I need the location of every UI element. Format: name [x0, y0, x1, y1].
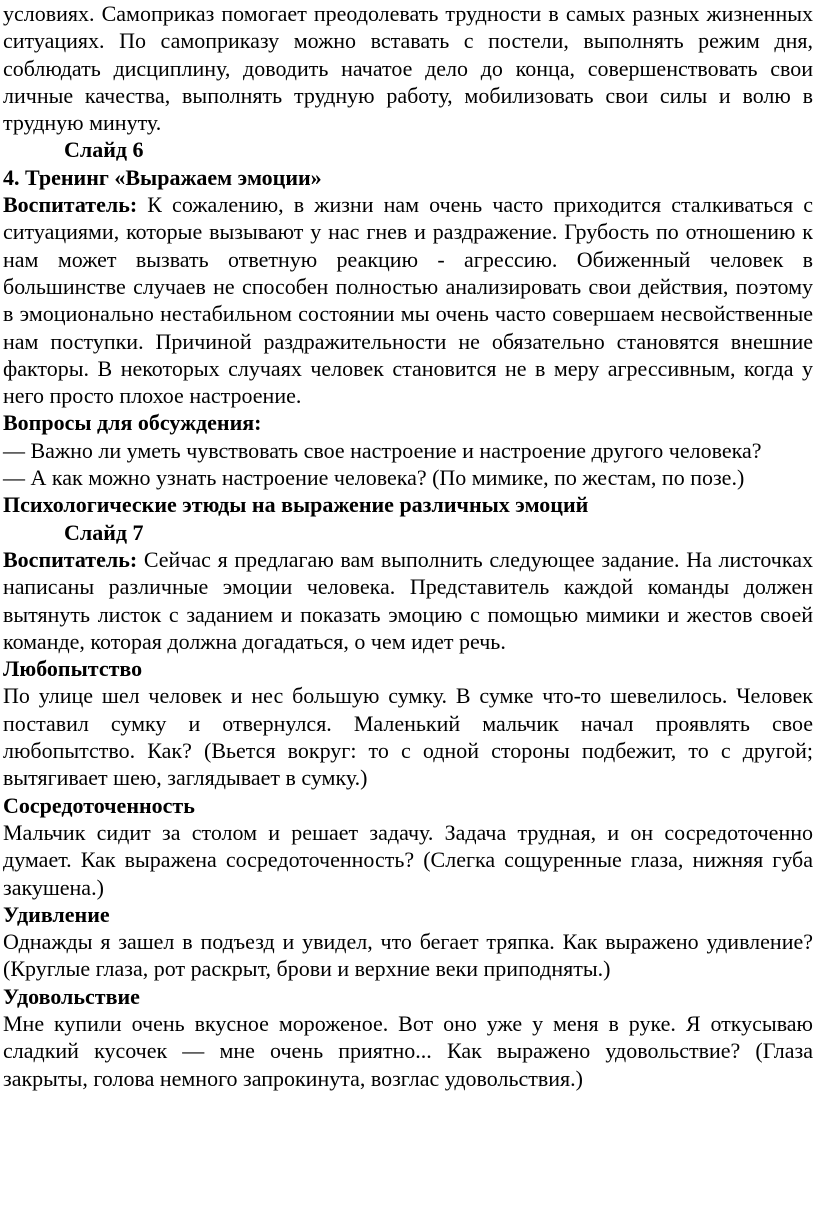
teacher-speech: К сожалению, в жизни нам очень часто приходится сталкиваться с ситуациями, которые вызывают у нас гнев и раздражение. Грубость по отношению к нам может вызвать ответную реакцию - агрессию. Обиженный человек в большинстве случаев не способен полностью анализировать свои действия, поэтому в эмоционально нестабильном состоянии мы очень часто совершаем несвойственные нам поступки. Причиной раздражительности не обязательно становятся внешние факторы. В некоторых случаях человек становится не в меру агрессивным, когда у него просто плохое настроение.: [3, 192, 813, 409]
emotion-title-concentration: Сосредоточенность: [3, 792, 195, 818]
questions-heading: Вопросы для обсуждения:: [3, 410, 262, 436]
paragraph-teacher-1: [3, 191, 813, 409]
section-heading-training: 4. Тренинг «Выражаем эмоции»: [3, 164, 322, 190]
teacher-speech: Сейчас я предлагаю вам выполнить следующее задание. На листочках написаны различные эмоции человека. Представитель каждой команды должен вытянуть листок с заданием и показать эмоцию с помощью мимики и жестов своей команде, которая должна догадаться, о чем идет речь.: [3, 546, 813, 654]
etudes-heading: Психологические этюды на выражение различных эмоций: [3, 492, 589, 518]
emotion-title-curiosity: Любопытство: [3, 656, 143, 682]
paragraph-self-command: условиях. Самоприказ помогает преодолевать трудности в самых разных жизненных ситуациях. По самоприказу можно вставать с постели, выполнять режим дня, соблюдать дисциплину, доводить начатое дело до конца, совершенствовать свои личные качества, выполнять трудную работу, мобилизовать свои силы и волю в трудную минуту.: [3, 1, 813, 136]
teacher-label: Воспитатель:: [3, 546, 138, 572]
question-item: — Важно ли уметь чувствовать свое настроение и настроение другого человека?: [3, 437, 762, 463]
emotion-text-surprise: Однажды я зашел в подъезд и увидел, что бегает тряпка. Как выражено удивление? (Круглые глаза, рот раскрыт, брови и верхние веки приподняты.): [3, 929, 813, 982]
document-page: [3, 0, 813, 1092]
question-item: — А как можно узнать настроение человека? (По мимике, по жестам, по позе.): [3, 465, 745, 491]
slide-6-label: Слайд 6: [64, 137, 144, 163]
slide-7-label: Слайд 7: [64, 519, 144, 545]
emotion-title-surprise: Удивление: [3, 901, 110, 927]
paragraph-teacher-2: [3, 546, 813, 655]
emotion-title-pleasure: Удовольствие: [3, 983, 140, 1009]
emotion-text-curiosity: По улице шел человек и нес большую сумку. В сумке что-то шевелилось. Человек поставил сумку и отвернулся. Маленький мальчик начал проявлять свое любопытство. Как? (Вьется вокруг: то с одной стороны подбежит, то с другой; вытягивает шею, заглядывает в сумку.): [3, 683, 813, 791]
emotion-text-pleasure: Мне купили очень вкусное мороженое. Вот оно уже у меня в руке. Я откусываю сладкий кусочек — мне очень приятно... Как выражено удовольствие? (Глаза закрыты, голова немного запрокинута, возглас удовольствия.): [3, 1010, 813, 1091]
teacher-label: Воспитатель:: [3, 192, 138, 218]
emotion-text-concentration: Мальчик сидит за столом и решает задачу. Задача трудная, и он сосредоточенно думает. Как выражена сосредоточенность? (Слегка сощуренные глаза, нижняя губа закушена.): [3, 819, 813, 900]
